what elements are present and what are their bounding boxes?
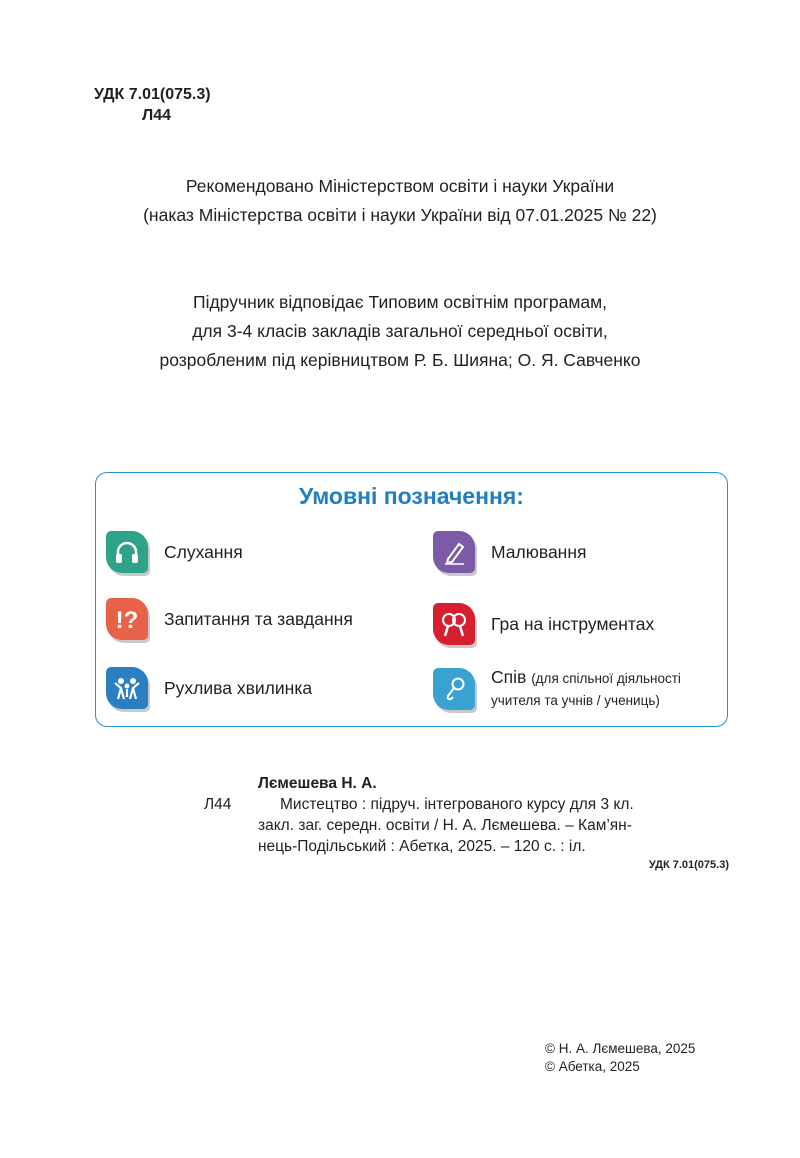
pencil-icon [433, 531, 475, 573]
legend-label-singing [491, 667, 681, 711]
biblio-line-2: закл. заг. середн. освіти / Н. А. Лємешева. – Кам’ян- [258, 817, 632, 834]
legend-item-questions [106, 598, 353, 640]
copyright-author: © Н. А. Лємешева, 2025 [545, 1041, 696, 1056]
singing-note: (для спільної діяльності [531, 671, 681, 686]
biblio-line-1: Мистецтво : підруч. інтегрованого курсу для 3 кл. [280, 796, 634, 813]
legend-label-drawing: Малювання [491, 541, 587, 562]
biblio-author: Лємешева Н. А. [258, 775, 377, 792]
program-line-2: для 3-4 класів закладів загальної середньої освіти, [192, 321, 608, 341]
legend-label-listening: Слухання [164, 541, 243, 562]
program-line-1: Підручник відповідає Типовим освітнім програмам, [192, 292, 607, 312]
microphone-icon [433, 668, 475, 710]
legend-item-singing [433, 667, 681, 711]
copyright [545, 1040, 695, 1076]
dancing-people-icon [106, 667, 148, 709]
udk-block [94, 84, 211, 126]
udk-code: УДК 7.01(075.3) [94, 86, 211, 103]
question-icon [106, 598, 148, 640]
singing-label: Спів [491, 667, 527, 687]
recommendation [0, 172, 800, 230]
headphones-icon [106, 531, 148, 573]
biblio-udk: УДК 7.01(075.3) [648, 859, 729, 871]
legend-box [95, 472, 728, 727]
legend-item-drawing [433, 531, 586, 573]
biblio-text [258, 794, 729, 872]
legend-label-movement: Рухлива хвилинка [164, 677, 313, 698]
maracas-icon [433, 603, 475, 645]
legend-title: Умовні позначення: [299, 483, 524, 509]
singing-note-2: учителя та учнів / учениць) [491, 693, 660, 708]
svg-text:!?: !? [115, 607, 139, 634]
legend-item-movement [106, 667, 312, 709]
recommendation-line-1: Рекомендовано Міністерством освіти і науки України [185, 176, 615, 196]
recommendation-line-2: (наказ Міністерства освіти і науки України від 07.01.2025 № 22) [143, 205, 657, 225]
copyright-publisher: © Абетка, 2025 [545, 1059, 640, 1074]
biblio-line-3: нець-Подільський : Абетка, 2025. – 120 с. : іл. [258, 838, 586, 855]
legend-label-questions: Запитання та завдання [164, 608, 353, 629]
program-line-3: розробленим під керівництвом Р. Б. Шияна; О. Я. Савченко [159, 350, 641, 370]
biblio-code: Л44 [204, 796, 232, 813]
legend-item-listening [106, 531, 243, 573]
bibliographic-record [204, 773, 729, 872]
legend-item-instruments [433, 603, 654, 645]
legend-label-instruments: Гра на інструментах [491, 613, 655, 634]
program-statement [0, 288, 800, 375]
library-code: Л44 [142, 107, 172, 124]
